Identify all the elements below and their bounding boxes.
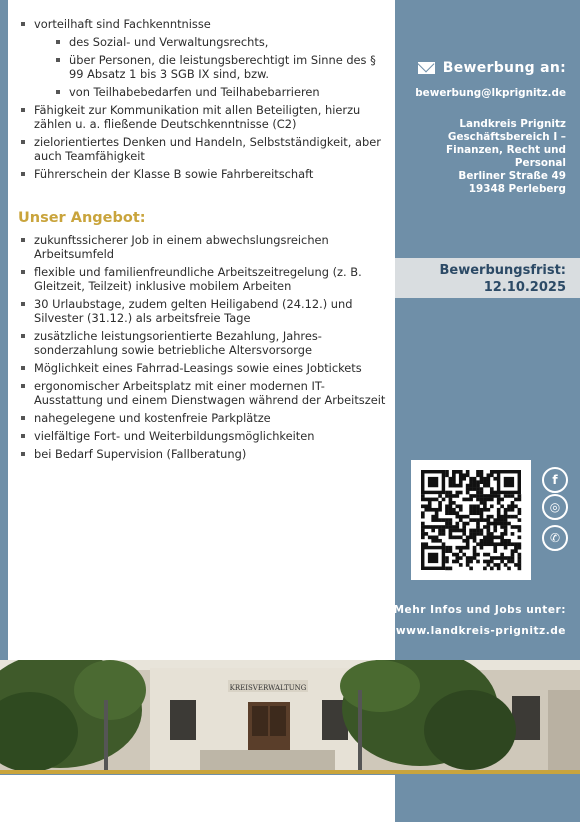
- offer-item: zukunftssicherer Job in einem abwechslungsreichen Arbeitsumfeld: [20, 233, 390, 261]
- offer-item: ergonomischer Arbeitsplatz mit einer modernen IT-Ausstattung und einem Dienstwagen während der Arbeitszeit: [20, 379, 390, 407]
- footer-white-area: [0, 775, 395, 822]
- offer-item: zusätzliche leistungsorientierte Bezahlung, Jahres-sonderzahlung sowie betriebliche Altersvorsorge: [20, 329, 390, 357]
- requirement-item: von Teilhabebedarfen und Teilhabebarrieren: [20, 85, 390, 99]
- address-line: Finanzen, Recht und: [446, 144, 566, 156]
- offer-item: 30 Urlaubstage, zudem gelten Heiligabend (24.12.) und Silvester (31.12.) als arbeitsfreie Tage: [20, 297, 390, 325]
- offer-item: nahegelegene und kostenfreie Parkplätze: [20, 411, 390, 425]
- qr-code-icon: [411, 460, 531, 580]
- apply-heading: [418, 60, 566, 76]
- address-line: Personal: [514, 157, 566, 169]
- qr-code[interactable]: [411, 460, 531, 580]
- whatsapp-icon[interactable]: ✆: [542, 525, 568, 551]
- address-line: Landkreis Prignitz: [459, 118, 566, 130]
- requirement-item: zielorientiertes Denken und Handeln, Selbstständigkeit, aber auch Teamfähigkeit: [20, 135, 390, 163]
- offer-item: flexible und familienfreundliche Arbeitszeitregelung (z. B. Gleitzeit, Teilzeit) inklusive mobilem Arbeiten: [20, 265, 390, 293]
- requirement-item: über Personen, die leistungsberechtigt im Sinne des § 99 Absatz 1 bis 3 SGB IX sind, bzw.: [20, 53, 390, 81]
- facebook-icon[interactable]: f: [542, 467, 568, 493]
- offer-title: Unser Angebot:: [18, 210, 146, 226]
- gold-divider: [0, 770, 580, 774]
- apply-email[interactable]: bewerbung@lkprignitz.de: [415, 87, 566, 99]
- building-sign: KREISVERWALTUNG: [229, 684, 307, 692]
- requirement-item: Fähigkeit zur Kommunikation mit allen Beteiligten, hierzu zählen u. a. fließende Deutschkenntnisse (C2): [20, 103, 390, 131]
- address-line: 19348 Perleberg: [468, 183, 566, 195]
- deadline-date: 12.10.2025: [483, 280, 566, 295]
- building-illustration: [0, 660, 580, 772]
- mail-icon: [418, 62, 435, 74]
- more-info-label: Mehr Infos und Jobs unter:: [393, 604, 566, 616]
- requirements-list: [20, 17, 390, 185]
- requirement-item: vorteilhaft sind Fachkenntnisse: [20, 17, 390, 31]
- address-line: Berliner Straße 49: [458, 170, 566, 182]
- offer-list: [20, 233, 390, 465]
- address-line: Geschäftsbereich I –: [447, 131, 566, 143]
- apply-heading-text: Bewerbung an:: [442, 60, 566, 76]
- requirement-item: Führerschein der Klasse B sowie Fahrbereitschaft: [20, 167, 390, 181]
- offer-item: Möglichkeit eines Fahrrad-Leasings sowie eines Jobtickets: [20, 361, 390, 375]
- deadline-banner: [395, 258, 580, 298]
- requirement-item: des Sozial- und Verwaltungsrechts,: [20, 35, 390, 49]
- instagram-icon[interactable]: ◎: [542, 494, 568, 520]
- building-photo: [0, 660, 580, 772]
- deadline: [440, 262, 567, 296]
- offer-item: bei Bedarf Supervision (Fallberatung): [20, 447, 390, 461]
- offer-item: vielfältige Fort- und Weiterbildungsmöglichkeiten: [20, 429, 390, 443]
- postal-address: [446, 118, 566, 196]
- website-link[interactable]: www.landkreis-prignitz.de: [395, 625, 566, 637]
- deadline-label: Bewerbungsfrist:: [439, 263, 566, 278]
